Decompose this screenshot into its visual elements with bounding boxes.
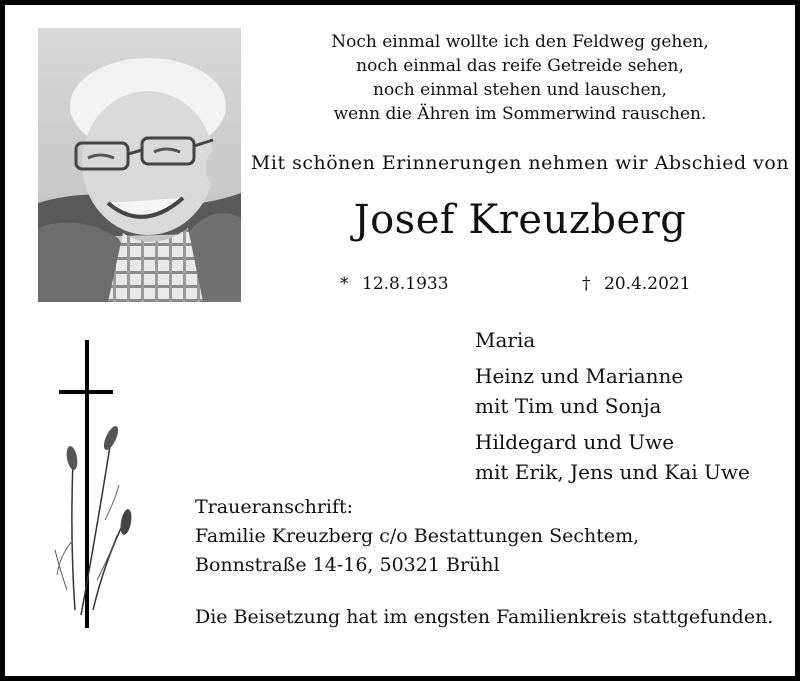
address-line: Familie Kreuzberg c/o Bestattungen Sechtem, — [195, 525, 640, 547]
family-group — [475, 427, 750, 487]
portrait-photo — [38, 28, 241, 302]
family-line: Heinz und Marianne — [475, 364, 684, 388]
family-list — [475, 325, 750, 493]
address-label: Traueranschrift: — [195, 496, 354, 518]
mourning-address — [195, 493, 639, 580]
deceased-name: Josef Kreuzberg — [353, 197, 687, 243]
poem-line: noch einmal das reife Getreide sehen, — [356, 56, 684, 76]
death-dagger-icon: † — [582, 274, 591, 294]
poem-line: wenn die Ähren im Sommerwind rauschen. — [333, 104, 707, 124]
poem — [265, 30, 775, 126]
poem-line: Noch einmal wollte ich den Feldweg gehen, — [331, 32, 709, 52]
farewell-intro: Mit schönen Erinnerungen nehmen wir Abschied von — [250, 152, 790, 174]
family-line: mit Erik, Jens und Kai Uwe — [475, 460, 750, 484]
poem-line: noch einmal stehen und lauschen, — [373, 80, 667, 100]
family-line: mit Tim und Sonja — [475, 394, 662, 418]
death-date — [582, 274, 691, 294]
family-line: Hildegard und Uwe — [475, 430, 675, 454]
birth-date — [340, 274, 449, 294]
burial-note: Die Beisetzung hat im engsten Familienkreis stattgefunden. — [195, 606, 774, 628]
family-group — [475, 325, 750, 355]
family-line: Maria — [475, 328, 536, 352]
birth-date-value: 12.8.1933 — [362, 274, 449, 294]
address-line: Bonnstraße 14-16, 50321 Brühl — [195, 554, 500, 576]
birth-star-icon: * — [340, 274, 349, 294]
death-date-value: 20.4.2021 — [604, 274, 691, 294]
family-group — [475, 361, 750, 421]
cross-with-wheat-icon — [45, 340, 145, 630]
